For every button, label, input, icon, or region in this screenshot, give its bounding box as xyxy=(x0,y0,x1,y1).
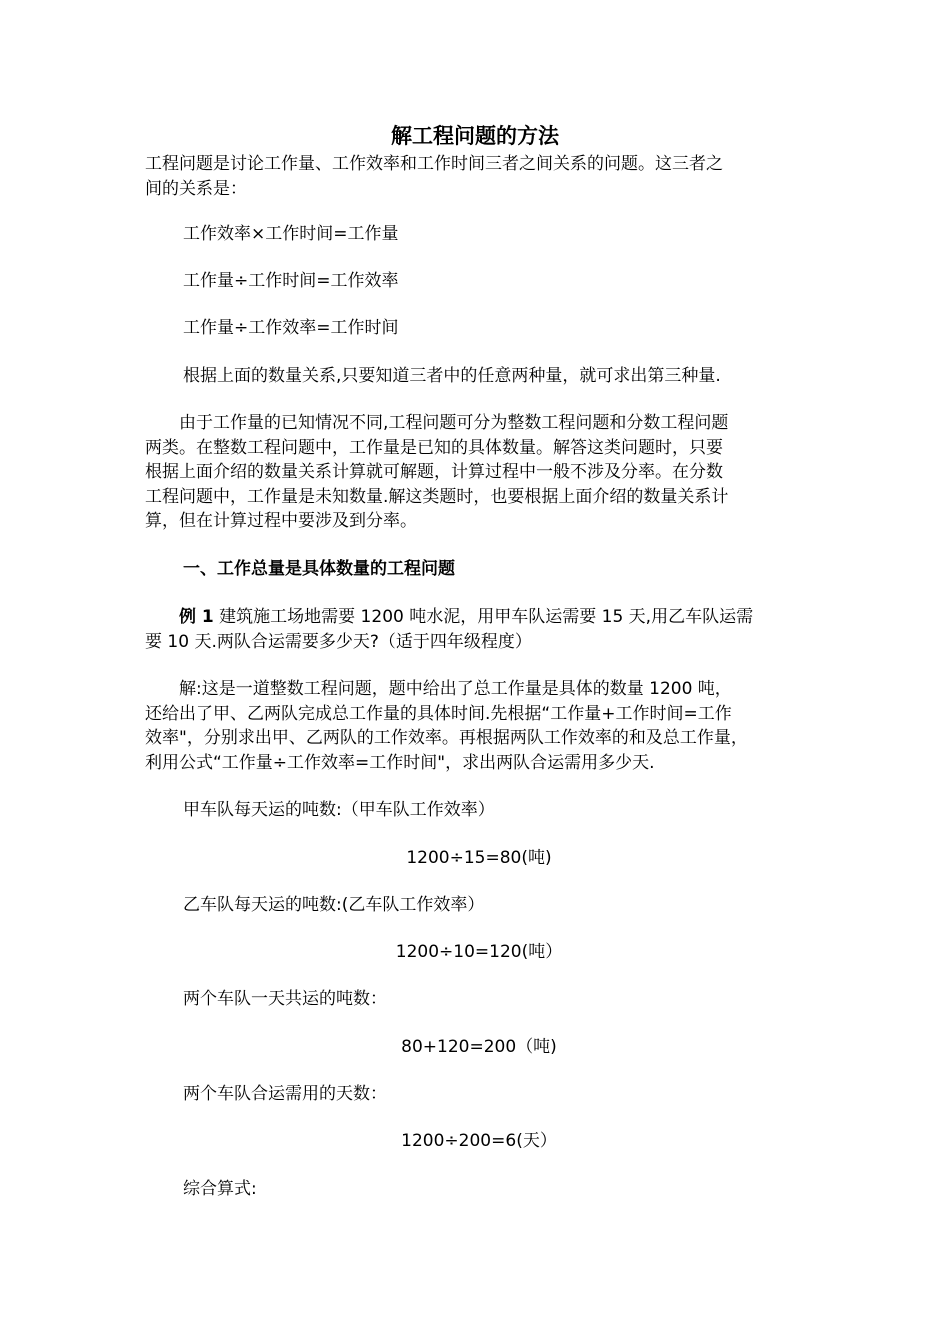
classification-line: 由于工作量的已知情况不同,工程问题可分为整数工程问题和分数工程问题 xyxy=(145,413,729,433)
formula-line: 工作效率×工作时间=工作量 xyxy=(183,224,399,244)
solution-paragraph xyxy=(145,677,813,775)
solution-line: 利用公式“工作量÷工作效率=工作时间"，求出两队合运需用多少天. xyxy=(145,752,655,773)
document-title: 解工程问题的方法 xyxy=(391,124,559,148)
combined-formula-label: 综合算式: xyxy=(183,1179,257,1199)
step-label: 甲车队每天运的吨数:（甲车队工作效率） xyxy=(183,800,495,820)
step-label: 乙车队每天运的吨数:(乙车队工作效率） xyxy=(183,895,485,915)
classification-line: 算，但在计算过程中要涉及到分率。 xyxy=(145,511,417,532)
classification-line: 两类。在整数工程问题中，工作量是已知的具体数量。解答这类问题时，只要 xyxy=(145,437,723,458)
step-calculation: 80+120=200（吨) xyxy=(401,1037,557,1057)
step-calculation: 1200÷200=6(天） xyxy=(401,1131,557,1151)
example-label: 例 1 xyxy=(179,607,214,627)
solution-line: 解:这是一道整数工程问题，题中给出了总工作量是具体的数量 1200 吨， xyxy=(145,679,732,699)
formula-line: 工作量÷工作时间=工作效率 xyxy=(183,271,399,291)
example-paragraph xyxy=(145,605,813,654)
step-calculation: 1200÷15=80(吨) xyxy=(406,848,552,868)
example-text: 建筑施工场地需要 1200 吨水泥，用甲车队运需要 15 天,用乙车队运需 xyxy=(213,607,754,627)
intro-line: 间的关系是： xyxy=(145,178,247,199)
step-label: 两个车队合运需用的天数： xyxy=(183,1084,387,1104)
solution-line: 效率"，分别求出甲、乙两队的工作效率。再根据两队工作效率的和及总工作量， xyxy=(145,728,748,749)
example-line: 要 10 天.两队合运需要多少天?（适于四年级程度） xyxy=(145,631,532,652)
formula-line: 工作量÷工作效率=工作时间 xyxy=(183,318,399,338)
step-calculation: 1200÷10=120(吨） xyxy=(395,942,563,962)
intro-line: 工程问题是讨论工作量、工作效率和工作时间三者之间关系的问题。这三者之 xyxy=(145,154,723,174)
relationship-note: 根据上面的数量关系,只要知道三者中的任意两种量，就可求出第三种量. xyxy=(183,366,721,386)
classification-line: 工程问题中，工作量是未知数量.解这类题时，也要根据上面介绍的数量关系计 xyxy=(145,486,729,507)
classification-line: 根据上面介绍的数量关系计算就可解题，计算过程中一般不涉及分率。在分数 xyxy=(145,462,723,483)
example-line xyxy=(145,605,813,630)
section-heading: 一、工作总量是具体数量的工程问题 xyxy=(183,559,455,579)
classification-paragraph xyxy=(145,411,813,534)
solution-line: 还给出了甲、乙两队完成总工作量的具体时间.先根据“工作量+工作时间=工作 xyxy=(145,703,732,724)
step-label: 两个车队一天共运的吨数： xyxy=(183,989,387,1009)
intro-paragraph xyxy=(145,152,813,201)
